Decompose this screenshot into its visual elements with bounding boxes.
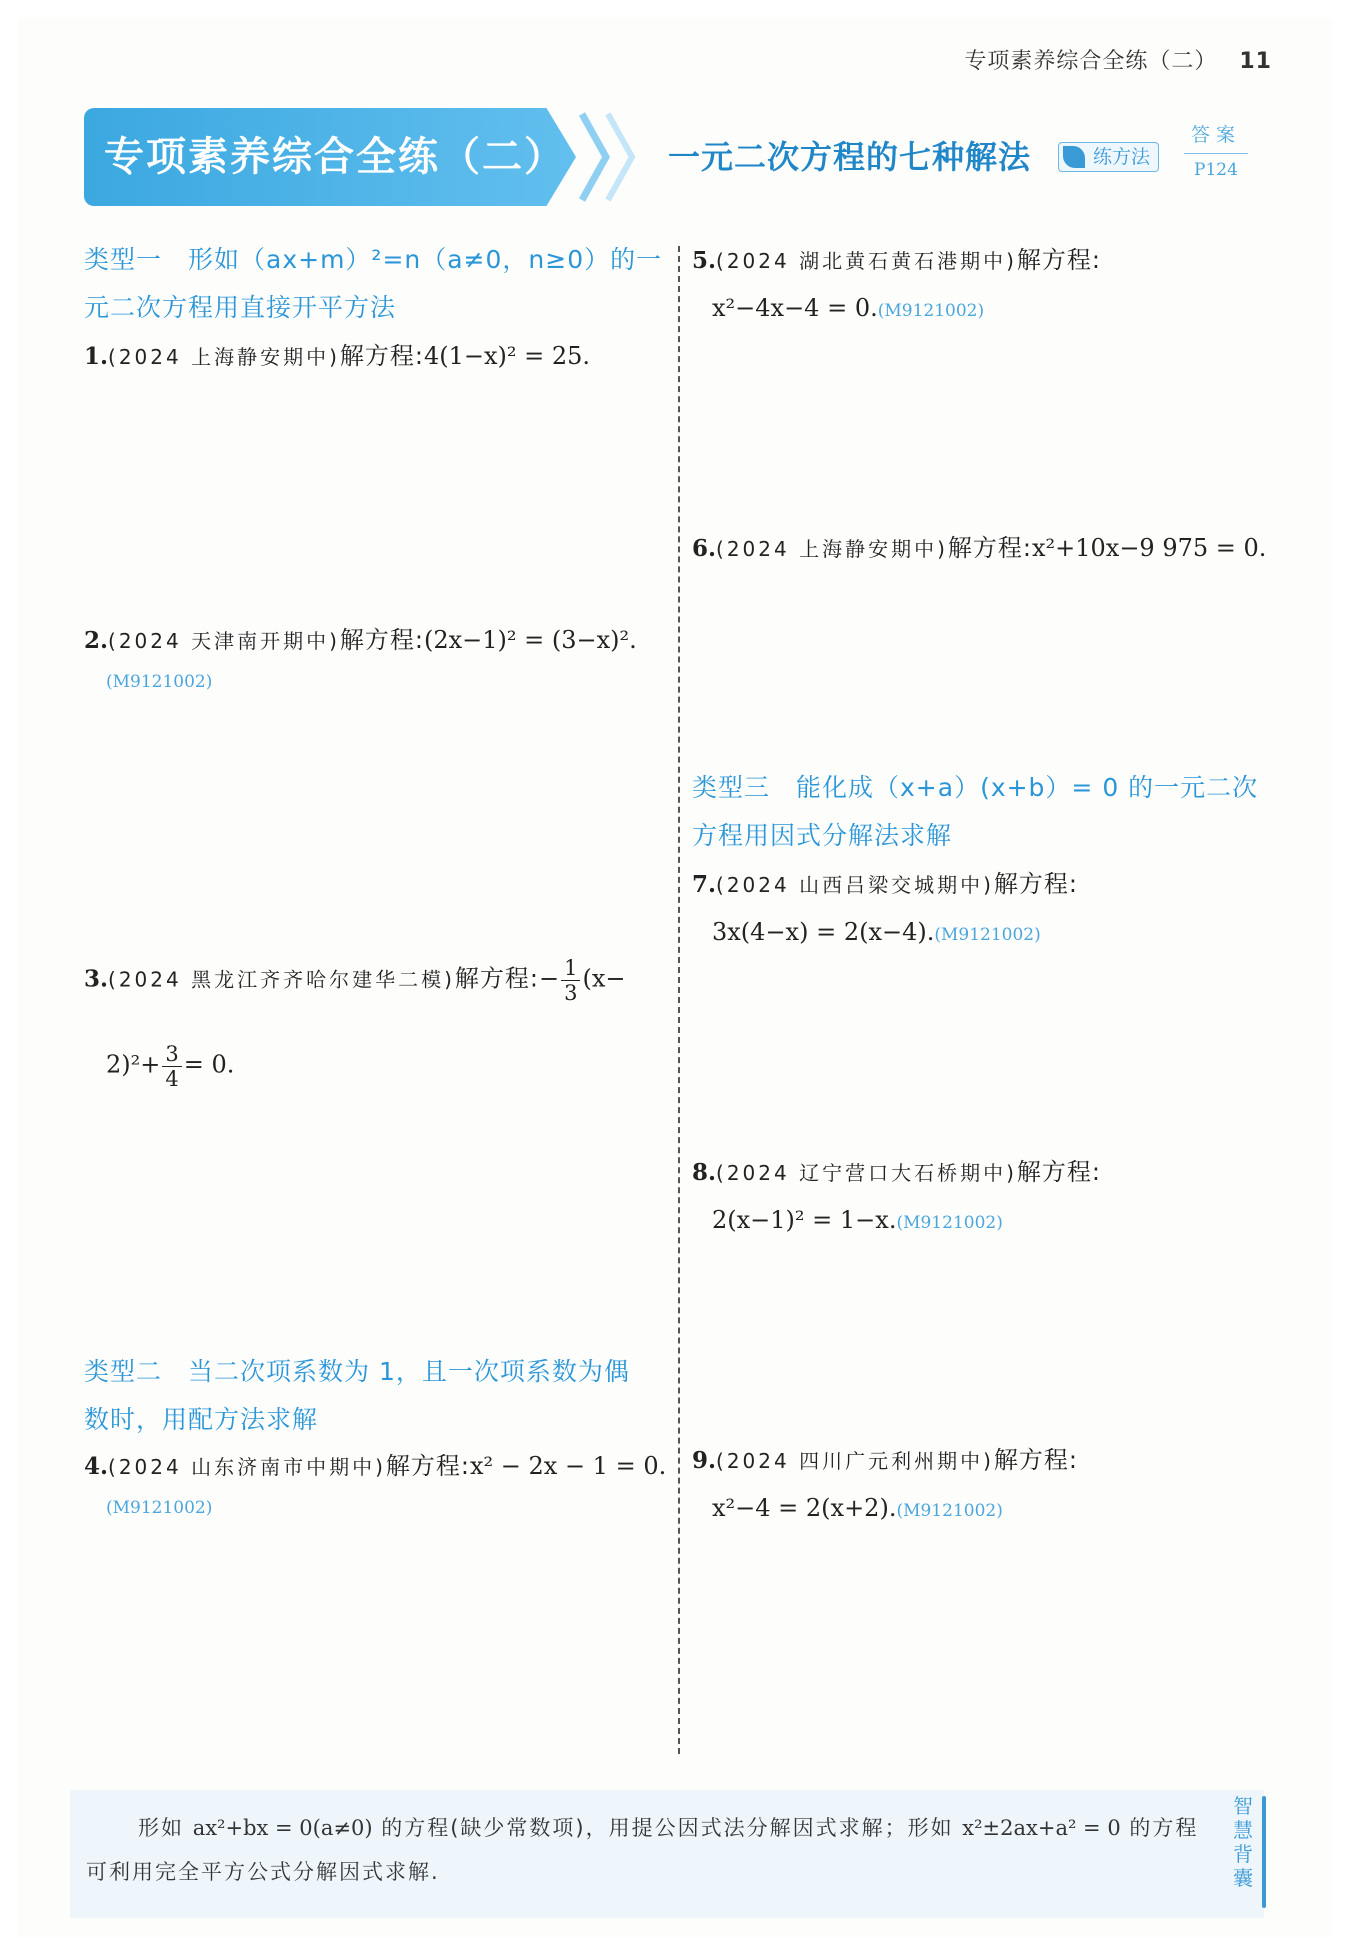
resource-code: (M9121002) [896, 1213, 1003, 1233]
section-heading-type-2 [84, 1348, 630, 1444]
question-equation: 4(1−x)² = 25. [423, 342, 591, 370]
question-source: (2024 天津南开期中) [108, 629, 340, 653]
question-equation: 2(x−1)² = 1−x. [712, 1206, 897, 1234]
question-task: 解方程: [993, 870, 1078, 898]
running-title: 专项素养综合全练（二） [964, 49, 1218, 74]
equation-part: (x− [582, 964, 626, 993]
banner-subtitle: 一元二次方程的七种解法 [668, 138, 1032, 176]
section-heading-type-3 [692, 764, 1258, 860]
question-number: 5. [692, 247, 717, 274]
resource-code: (M9121002) [934, 925, 1041, 945]
question-task: 解方程: [454, 964, 539, 993]
question-3 [84, 956, 625, 1005]
column-divider [678, 246, 680, 1754]
fraction-numerator: 3 [162, 1042, 181, 1067]
question-equation: x²+10x−9 975 = 0. [1031, 534, 1267, 562]
question-number: 1. [84, 343, 109, 370]
question-7-equation-line [712, 910, 1041, 957]
answer-reference [1180, 120, 1252, 180]
question-equation: 3x(4−x) = 2(x−4). [712, 918, 935, 946]
question-source: (2024 辽宁营口大石桥期中) [716, 1161, 1017, 1185]
tip-text-part: 的方程(缺少常数项)，用提公因式法分解因式求解；形如 [372, 1816, 963, 1840]
fraction [561, 956, 580, 1005]
question-4 [84, 1444, 666, 1490]
tip-text-part: 形如 [138, 1816, 193, 1840]
question-7 [692, 862, 1078, 908]
answer-page: P124 [1194, 160, 1238, 180]
fraction [162, 1042, 181, 1091]
answer-label: 答案 [1190, 124, 1241, 146]
question-task: 解方程: [385, 1452, 470, 1480]
question-equation: x²−4 = 2(x+2). [712, 1494, 897, 1522]
equation-part: 2)²+ [106, 1050, 161, 1079]
question-task: 解方程: [339, 342, 424, 370]
question-source: (2024 四川广元利州期中) [716, 1449, 994, 1473]
question-9-equation-line [712, 1486, 1003, 1533]
equation-part: − [538, 964, 560, 993]
question-source: (2024 黑龙江齐齐哈尔建华二模) [108, 967, 455, 992]
question-number: 4. [84, 1453, 109, 1480]
question-number: 6. [692, 535, 717, 562]
question-number: 7. [692, 871, 717, 898]
tip-formula: ax²+bx = 0(a≠0) [192, 1816, 373, 1840]
method-tag [1058, 142, 1159, 172]
question-source: (2024 山西吕梁交城期中) [716, 873, 994, 897]
question-equation: (2x−1)² = (3−x)². [423, 626, 637, 654]
question-source: (2024 湖北黄石黄石港期中) [716, 249, 1017, 273]
section-heading-type-1 [84, 236, 662, 332]
question-source: (2024 山东济南市中期中) [108, 1455, 386, 1479]
question-number: 9. [692, 1447, 717, 1474]
tip-text [86, 1806, 1216, 1894]
resource-code: (M9121002) [106, 1498, 213, 1518]
resource-code: (M9121002) [106, 672, 213, 692]
equation-part: = 0. [183, 1050, 235, 1079]
question-task: 解方程: [1016, 246, 1101, 274]
tip-tab-label: 智慧背囊 [1233, 1794, 1253, 1890]
question-equation: x²−4x−4 = 0. [712, 294, 878, 322]
answer-divider [1184, 153, 1248, 154]
question-source: (2024 上海静安期中) [108, 345, 340, 369]
section-heading-line: 类型三 能化成（x+a）(x+b）= 0 的一元二次 [692, 773, 1259, 802]
question-task: 解方程: [993, 1446, 1078, 1474]
chevron-decoration-icon [604, 108, 638, 206]
question-2 [84, 618, 637, 664]
tip-tab-bar [1262, 1796, 1266, 1908]
fraction-denominator: 4 [165, 1067, 179, 1091]
section-heading-line: 数时，用配方法求解 [84, 1405, 319, 1434]
fraction-numerator: 1 [561, 956, 580, 981]
tip-formula: x²±2ax+a² = 0 [962, 1816, 1121, 1840]
question-8-equation-line [712, 1198, 1003, 1245]
question-task: 解方程: [1016, 1158, 1101, 1186]
section-heading-line: 方程用因式分解法求解 [692, 821, 953, 850]
question-equation: x² − 2x − 1 = 0. [469, 1452, 667, 1480]
question-number: 3. [84, 965, 109, 993]
resource-code: (M9121002) [896, 1501, 1003, 1521]
question-8 [692, 1150, 1101, 1196]
method-tag-label: 练方法 [1093, 146, 1151, 168]
tip-text-part: 的方程可利用完全平方公式分解因式求解. [86, 1816, 1199, 1884]
question-task: 解方程: [339, 626, 424, 654]
section-heading-line: 元二次方程用直接开平方法 [84, 293, 397, 322]
leaf-icon [1063, 146, 1085, 168]
running-header [964, 44, 1272, 75]
section-heading-line: 类型一 形如（ax+m）²=n（a≠0，n≥0）的一 [84, 245, 663, 274]
question-number: 8. [692, 1159, 717, 1186]
question-6 [692, 526, 1266, 572]
question-3-continuation [106, 1042, 234, 1091]
page-number: 11 [1239, 49, 1272, 74]
question-task: 解方程: [947, 534, 1032, 562]
question-1 [84, 334, 590, 380]
resource-code: (M9121002) [877, 301, 985, 321]
banner-title: 专项素养综合全练（二） [104, 134, 566, 180]
question-source: (2024 上海静安期中) [716, 537, 948, 561]
question-5-equation-line [712, 286, 984, 333]
question-number: 2. [84, 627, 109, 654]
question-5 [692, 238, 1101, 284]
section-heading-line: 类型二 当二次项系数为 1，且一次项系数为偶 [84, 1357, 630, 1386]
fraction-denominator: 3 [564, 981, 578, 1005]
question-9 [692, 1438, 1078, 1484]
